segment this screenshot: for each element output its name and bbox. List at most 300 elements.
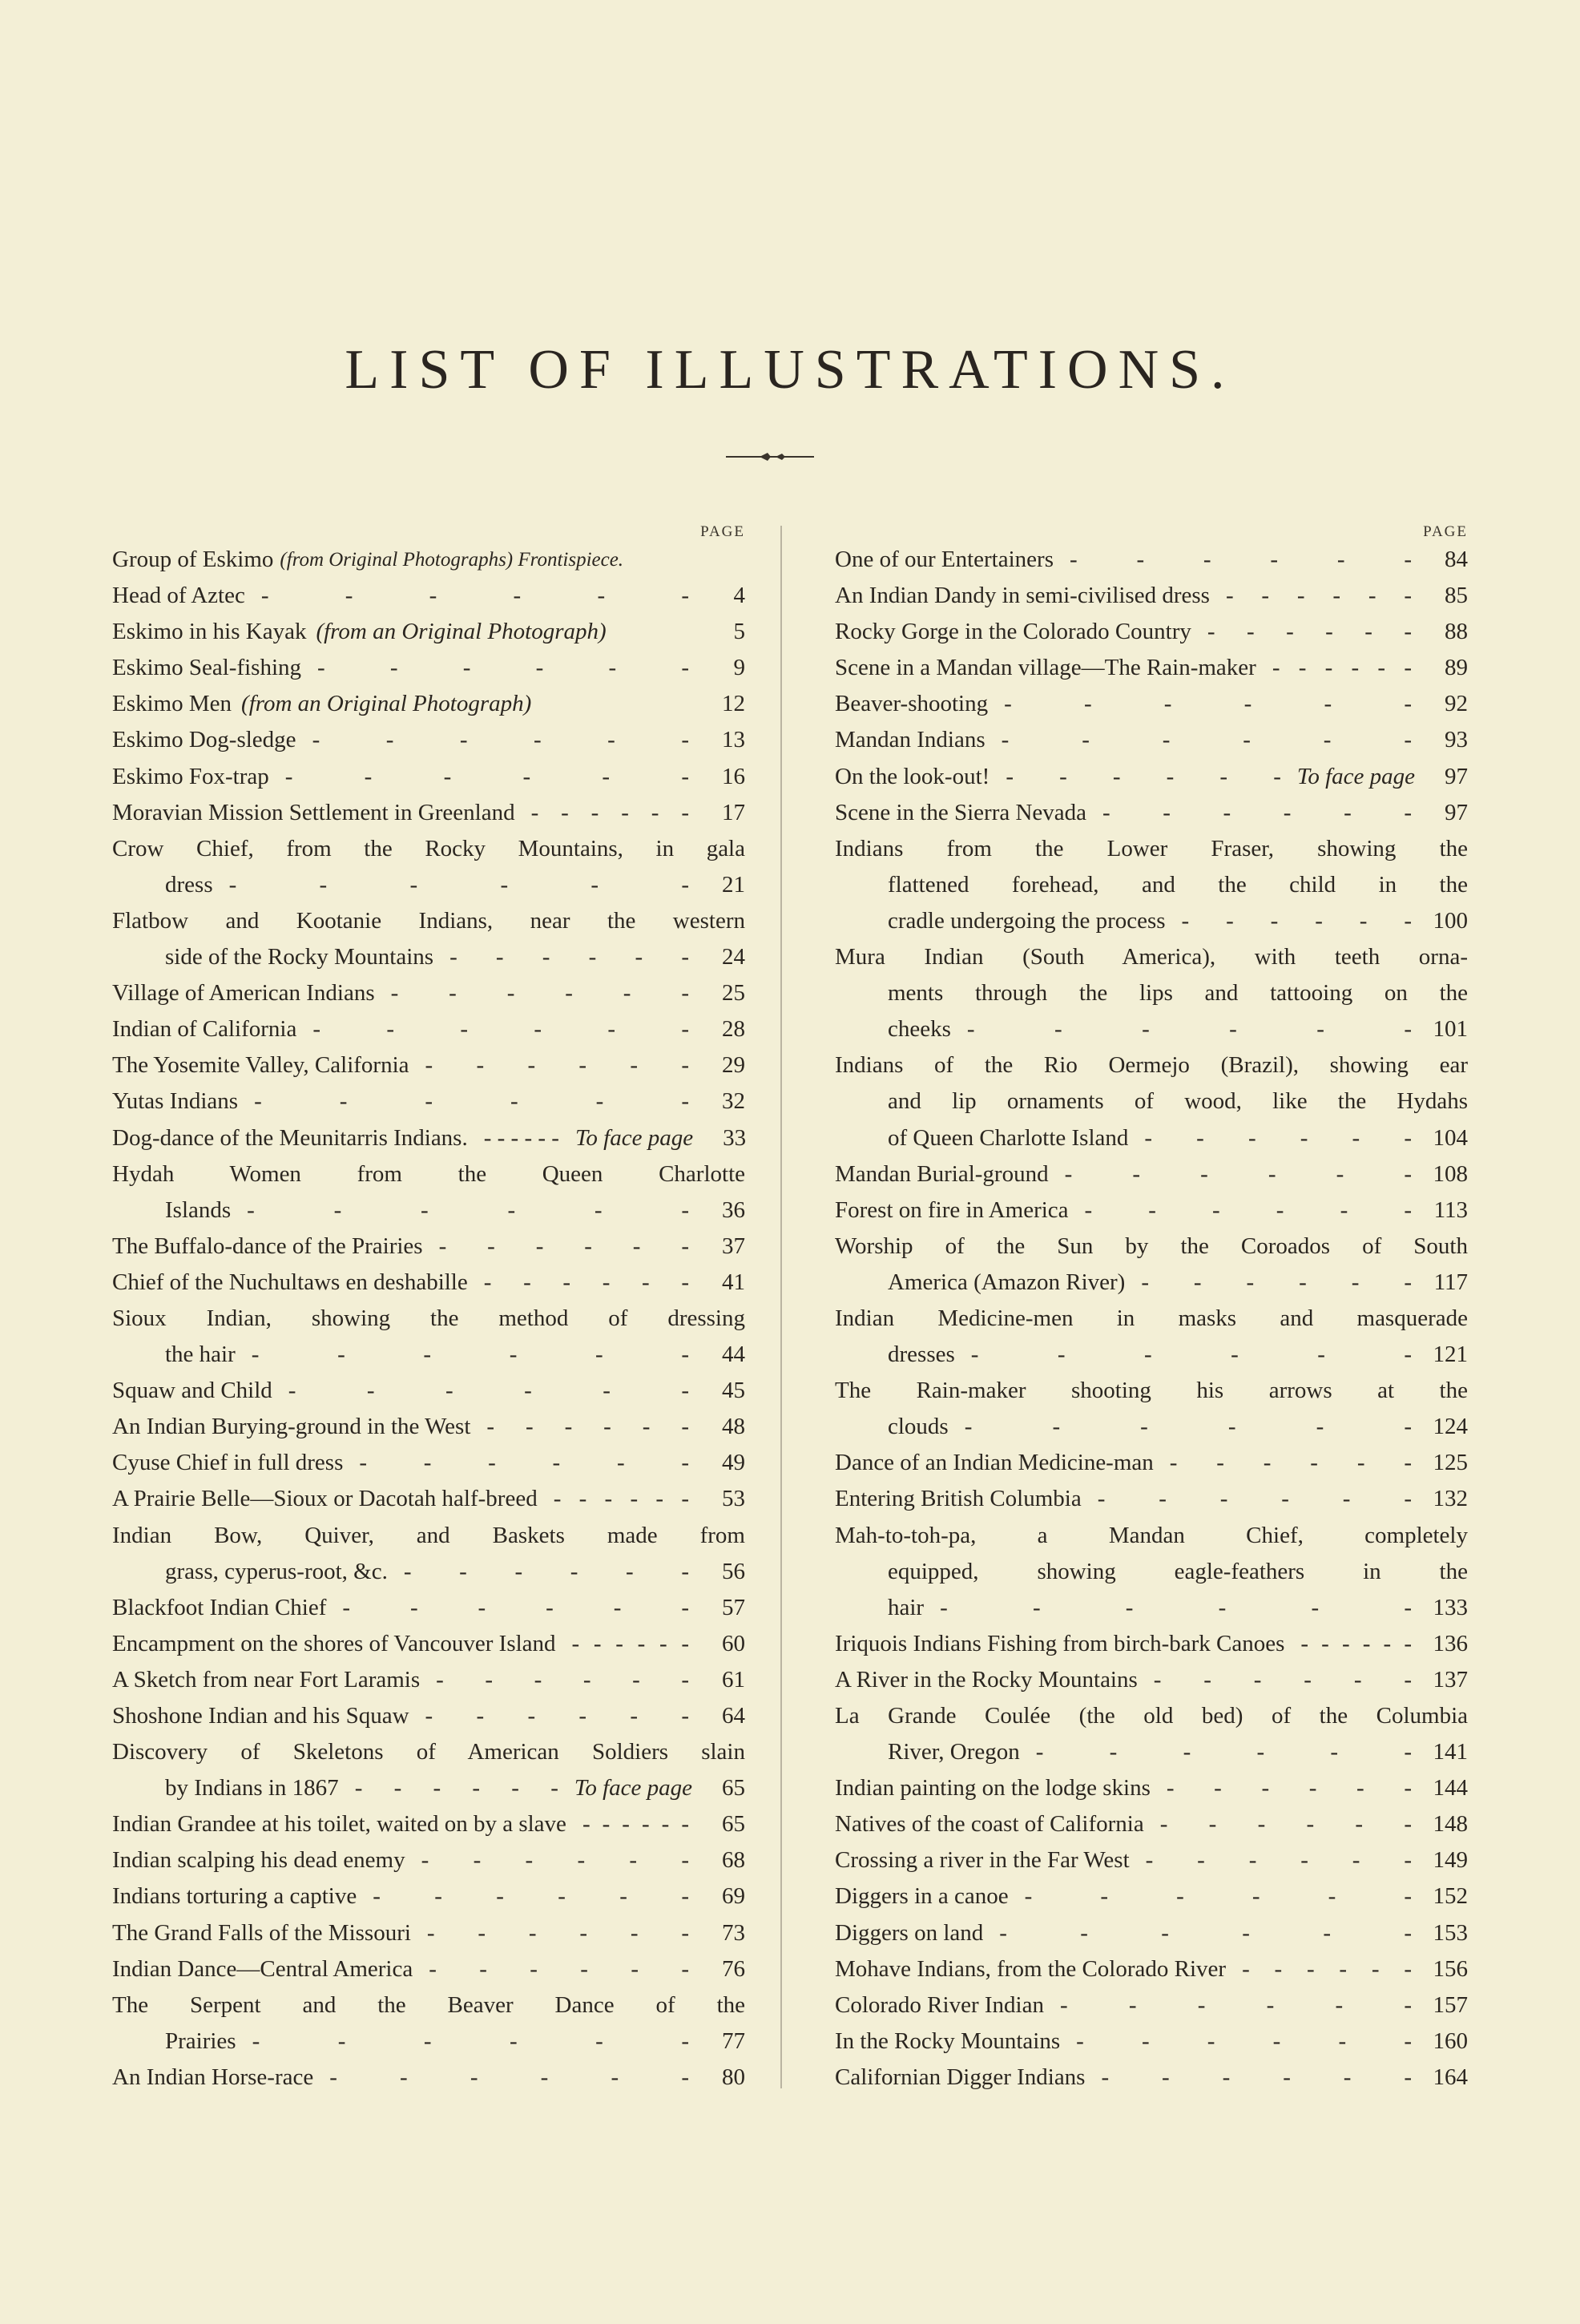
illustration-entry xyxy=(835,1481,1468,1517)
entry-title: side of the Rocky Mountains xyxy=(165,944,434,970)
entry-title: dress xyxy=(165,871,213,898)
entry-line xyxy=(835,975,1468,1011)
illustration-entry xyxy=(835,1301,1468,1373)
entry-title: by Indians in 1867 xyxy=(165,1775,339,1802)
illustration-entry xyxy=(112,1987,745,2060)
entry-line xyxy=(112,1518,745,1554)
entry-title: hair xyxy=(888,1594,925,1620)
illustration-entry xyxy=(835,831,1468,939)
entry-line xyxy=(835,1011,1468,1047)
entry-line xyxy=(835,1951,1468,1987)
entry-title: A Prairie Belle—Sioux or Dacotah half-breed xyxy=(112,1486,538,1512)
illustration-entry xyxy=(835,1951,1468,1987)
page-number: 125 xyxy=(1433,1450,1468,1476)
entry-title: La Grande Coulée (the old bed) of the Columbia xyxy=(835,1703,1468,1729)
leader-dashes: - - - - - - xyxy=(354,1775,558,1802)
page-number: 60 xyxy=(722,1630,745,1656)
illustration-entry xyxy=(112,1011,745,1047)
illustration-entry xyxy=(112,1445,745,1481)
leader-dashes: - - - - - - xyxy=(571,1630,689,1656)
entry-title: Chief of the Nuchultaws en deshabille xyxy=(112,1269,468,1295)
entry-note: (from Original Photographs) Frontispiece. xyxy=(280,549,624,571)
entry-line xyxy=(112,1120,745,1156)
page-number: 137 xyxy=(1433,1666,1468,1693)
illustration-entry xyxy=(112,1481,745,1517)
entry-title: clouds xyxy=(888,1414,949,1440)
entry-title: Indian Medicine-men in masks and masquerade xyxy=(835,1305,1468,1331)
entry-title: Crossing a river in the Far West xyxy=(835,1847,1130,1874)
entry-line xyxy=(112,722,745,758)
entry-line xyxy=(112,1301,745,1337)
entry-line xyxy=(112,1481,745,1517)
page-number: 44 xyxy=(722,1342,745,1368)
entry-line xyxy=(835,1842,1468,1878)
entry-line xyxy=(112,578,745,614)
leader-dashes: - - - - - - xyxy=(1169,1450,1412,1476)
entry-title: The Yosemite Valley, California xyxy=(112,1052,409,1079)
entry-line xyxy=(112,614,745,650)
illustration-entry xyxy=(112,1590,745,1626)
leader-dashes: - - - - - - xyxy=(1145,1847,1412,1874)
page-number: 68 xyxy=(722,1847,745,1874)
illustration-entry xyxy=(112,1951,745,1987)
leader-dashes: - - - - - - xyxy=(1004,691,1412,717)
entry-title: Eskimo Men xyxy=(112,691,232,717)
entry-title: Group of Eskimo xyxy=(112,547,274,572)
illustration-entry xyxy=(112,1156,745,1229)
entry-title: Mohave Indians, from the Colorado River xyxy=(835,1955,1227,1982)
illustration-entry xyxy=(112,1806,745,1842)
leader-dashes: - - - - - - xyxy=(247,1196,689,1223)
entry-title: A River in the Rocky Mountains xyxy=(835,1666,1138,1693)
entry-title: An Indian Horse-race xyxy=(112,2064,314,2090)
entry-title: In the Rocky Mountains xyxy=(835,2027,1061,2054)
leader-dashes: - - - - - - xyxy=(1102,799,1412,825)
leader-dashes: - - - - - - xyxy=(964,1414,1412,1440)
entry-line xyxy=(112,1878,745,1914)
entry-line xyxy=(835,1229,1468,1265)
entry-line xyxy=(112,1047,745,1083)
entry-line xyxy=(112,650,745,686)
entry-title: cradle undergoing the process xyxy=(888,907,1166,934)
leader-dashes: - - - - - - xyxy=(425,1703,689,1729)
entry-line xyxy=(835,578,1468,614)
entry-line xyxy=(835,1806,1468,1842)
entry-title: Mandan Indians xyxy=(835,727,985,753)
entry-line xyxy=(835,831,1468,867)
illustration-entry xyxy=(112,614,745,650)
page-number: 49 xyxy=(722,1450,745,1476)
entry-title: Scene in the Sierra Nevada xyxy=(835,799,1087,825)
illustration-entry xyxy=(835,1156,1468,1192)
entry-title: Mura Indian (South America), with teeth orna- xyxy=(835,944,1468,970)
page-number: 148 xyxy=(1433,1811,1468,1838)
illustration-entry xyxy=(835,1373,1468,1445)
leader-dashes: - - - - - - xyxy=(390,980,689,1007)
leader-dashes: - - - - - - xyxy=(1084,1196,1412,1223)
entry-line xyxy=(112,1915,745,1951)
illustration-entry xyxy=(835,1047,1468,1156)
page-number: 65 xyxy=(722,1811,745,1838)
page-number: 97 xyxy=(1445,763,1468,789)
entry-line xyxy=(835,939,1468,975)
entry-line xyxy=(835,686,1468,722)
entry-line xyxy=(112,1373,745,1409)
entry-title: Iriquois Indians Fishing from birch-bark Canoes xyxy=(835,1630,1285,1656)
page-number: 144 xyxy=(1433,1775,1468,1802)
entry-title: A Sketch from near Fort Laramis xyxy=(112,1666,421,1693)
page-number: 5 xyxy=(733,619,745,645)
entry-title: Crow Chief, from the Rocky Mountains, in gala xyxy=(112,835,745,861)
illustration-entry xyxy=(835,795,1468,831)
entry-title: Hydah Women from the Queen Charlotte xyxy=(112,1160,745,1187)
illustration-entry xyxy=(112,1120,745,1156)
entry-line xyxy=(835,1156,1468,1192)
leader-dashes: - - - - - - xyxy=(483,1269,689,1295)
leader-dashes: - - - - - - xyxy=(1076,2027,1412,2054)
entry-line xyxy=(835,1481,1468,1517)
entry-line xyxy=(112,1770,745,1806)
page-number: 29 xyxy=(722,1052,745,1079)
leader-dashes: - - - - - - xyxy=(449,944,689,970)
page-number: 9 xyxy=(733,655,745,681)
entry-line xyxy=(835,722,1468,758)
page-number: 133 xyxy=(1433,1594,1468,1620)
entry-line xyxy=(112,2060,745,2096)
entry-title: Eskimo Dog-sledge xyxy=(112,727,296,753)
page-number: 97 xyxy=(1445,799,1468,825)
illustration-entry xyxy=(835,542,1468,578)
illustration-entry xyxy=(835,1229,1468,1301)
leader-dashes: - - - - - - xyxy=(438,1233,689,1259)
page-number: 153 xyxy=(1433,1919,1468,1946)
page-number: 84 xyxy=(1445,547,1468,572)
entry-line xyxy=(112,1011,745,1047)
entry-title: Diggers in a canoe xyxy=(835,1883,1009,1910)
illustration-entry xyxy=(112,686,745,722)
entry-line xyxy=(112,903,745,939)
entry-title: Flatbow and Kootanie Indians, near the western xyxy=(112,907,745,934)
page-number: 69 xyxy=(722,1883,745,1910)
page-number: 164 xyxy=(1433,2064,1468,2090)
entry-line xyxy=(835,1120,1468,1156)
entry-line xyxy=(112,1842,745,1878)
entry-line xyxy=(835,542,1468,578)
illustration-entry xyxy=(835,686,1468,722)
leader-dashes: - - - - - - xyxy=(1166,1775,1412,1802)
page-number: 32 xyxy=(722,1088,745,1115)
entry-title: Prairies xyxy=(165,2027,236,2054)
entry-title: Indians torturing a captive xyxy=(112,1883,357,1910)
entry-line xyxy=(835,903,1468,939)
page-number: 152 xyxy=(1433,1883,1468,1910)
page-number: 64 xyxy=(722,1703,745,1729)
page-number: 141 xyxy=(1433,1739,1468,1765)
entry-line xyxy=(112,1083,745,1120)
illustration-entry xyxy=(112,1662,745,1698)
entry-title: flattened forehead, and the child in the xyxy=(888,871,1468,898)
entry-title: Eskimo in his Kayak xyxy=(112,619,307,645)
illustration-entry xyxy=(835,1987,1468,2023)
leader-dashes: - - - - - - xyxy=(1159,1811,1412,1838)
entry-title: Colorado River Indian xyxy=(835,1991,1044,2018)
leader-dashes: - - - - - - xyxy=(1035,1739,1412,1765)
entry-note: To face page xyxy=(1296,763,1415,789)
entry-line xyxy=(112,1662,745,1698)
entry-line xyxy=(835,1265,1468,1301)
page-number: 45 xyxy=(722,1378,745,1404)
entry-line xyxy=(835,1662,1468,1698)
page-number: 36 xyxy=(722,1196,745,1223)
illustration-entry xyxy=(112,2060,745,2096)
page-number: 37 xyxy=(722,1233,745,1259)
page-number: 160 xyxy=(1433,2027,1468,2054)
entry-title: Yutas Indians xyxy=(112,1088,239,1115)
entry-title: Islands xyxy=(165,1196,232,1223)
page-number: 101 xyxy=(1433,1016,1468,1043)
leader-dashes: - - - - - - xyxy=(483,1124,559,1151)
leader-dashes: - - - - - - xyxy=(425,1052,689,1079)
page-number: 113 xyxy=(1433,1196,1468,1223)
leader-dashes: - - - - - - xyxy=(426,1919,689,1946)
entry-line xyxy=(835,614,1468,650)
entry-line xyxy=(112,1445,745,1481)
leader-dashes: - - - - - - xyxy=(1242,1955,1412,1982)
page-number: 77 xyxy=(722,2027,745,2054)
entry-line xyxy=(112,1734,745,1770)
page-number: 85 xyxy=(1445,583,1468,609)
page-number: 124 xyxy=(1433,1414,1468,1440)
illustration-entry xyxy=(112,722,745,758)
leader-dashes: - - - - - - xyxy=(436,1666,689,1693)
leader-dashes: - - - - - - xyxy=(1097,1486,1412,1512)
illustration-entry xyxy=(112,578,745,614)
leader-dashes: - - - - - - xyxy=(970,1342,1412,1368)
entry-line xyxy=(112,1554,745,1590)
entry-title: Shoshone Indian and his Squaw xyxy=(112,1703,409,1729)
illustration-entry xyxy=(112,831,745,903)
illustration-entry xyxy=(112,1409,745,1445)
page-number: 108 xyxy=(1433,1160,1468,1187)
leader-dashes: - - - - - - xyxy=(1064,1160,1412,1187)
entry-line xyxy=(835,1878,1468,1914)
entry-title: Natives of the coast of California xyxy=(835,1811,1144,1838)
entry-line xyxy=(112,1192,745,1229)
illustration-entry xyxy=(835,1770,1468,1806)
page-number: 17 xyxy=(722,799,745,825)
entry-title: Indian Bow, Quiver, and Baskets made from xyxy=(112,1522,745,1548)
illustration-entry xyxy=(835,578,1468,614)
illustration-entry xyxy=(835,614,1468,650)
illustration-entry xyxy=(112,650,745,686)
illustration-entry xyxy=(835,1518,1468,1626)
entry-line xyxy=(835,1301,1468,1337)
leader-dashes: - - - - - - xyxy=(530,799,689,825)
entry-title: the hair xyxy=(165,1342,236,1368)
entry-line xyxy=(112,1590,745,1626)
illustration-entry xyxy=(835,759,1468,795)
entry-line xyxy=(112,2023,745,2060)
leader-dashes: - - - - - - xyxy=(582,1811,689,1838)
entry-line xyxy=(112,1698,745,1734)
entry-line xyxy=(835,1987,1468,2023)
entry-title: America (Amazon River) xyxy=(888,1269,1126,1295)
page-number: 53 xyxy=(722,1486,745,1512)
page-number: 24 xyxy=(722,944,745,970)
leader-dashes: - - - - - - xyxy=(1069,547,1412,572)
leader-dashes: - - - - - - xyxy=(312,727,689,753)
entry-title: Head of Aztec xyxy=(112,583,245,609)
entry-title: Moravian Mission Settlement in Greenland xyxy=(112,799,515,825)
leader-dashes: - - - - - - xyxy=(1300,1630,1412,1656)
entry-title: Encampment on the shores of Vancouver Island xyxy=(112,1630,556,1656)
leader-dashes: - - - - - - xyxy=(228,871,689,898)
page-number: 121 xyxy=(1433,1342,1468,1368)
entry-title: Scene in a Mandan village—The Rain-maker xyxy=(835,655,1256,681)
illustration-entry xyxy=(112,1373,745,1409)
entry-line xyxy=(835,1915,1468,1951)
entry-line xyxy=(112,1951,745,1987)
entry-title: Mah-to-toh-pa, a Mandan Chief, completely xyxy=(835,1522,1468,1548)
leader-dashes: - - - - - - xyxy=(1101,2064,1412,2090)
illustration-entry xyxy=(835,1445,1468,1481)
illustration-entry xyxy=(112,1265,745,1301)
page-column-heading: PAGE xyxy=(1423,523,1468,540)
ornament-divider-icon xyxy=(726,449,814,465)
illustration-entry xyxy=(112,759,745,795)
entry-title: Squaw and Child xyxy=(112,1378,272,1404)
entry-title: grass, cyperus-root, &c. xyxy=(165,1558,388,1584)
entry-line xyxy=(835,650,1468,686)
illustration-entry xyxy=(835,1662,1468,1698)
illustration-entry xyxy=(835,1878,1468,1914)
leader-dashes: - - - - - - xyxy=(1059,1991,1412,2018)
page-number: 41 xyxy=(722,1269,745,1295)
page-number: 21 xyxy=(722,871,745,898)
illustration-entry xyxy=(835,939,1468,1047)
entry-title: cheeks xyxy=(888,1016,951,1043)
illustration-entry xyxy=(835,2023,1468,2060)
illustration-entry xyxy=(835,1192,1468,1229)
entry-title: Indian of California xyxy=(112,1016,297,1043)
entry-title: The Rain-maker shooting his arrows at the xyxy=(835,1378,1468,1404)
illustration-entry xyxy=(112,1878,745,1914)
leader-dashes: - - - - - - xyxy=(1225,583,1412,609)
leader-dashes: - - - - - - xyxy=(940,1594,1412,1620)
page-number: 156 xyxy=(1433,1955,1468,1982)
leader-dashes: - - - - - - xyxy=(260,583,689,609)
entry-note: (from an Original Photograph) xyxy=(316,619,607,645)
leader-dashes: - - - - - - xyxy=(288,1378,689,1404)
page-number: 16 xyxy=(722,763,745,789)
illustration-entry xyxy=(835,1698,1468,1770)
illustration-entry xyxy=(112,542,745,578)
leader-dashes: - - - - - - xyxy=(1006,763,1281,789)
entry-line xyxy=(835,759,1468,795)
entry-line xyxy=(112,1409,745,1445)
entry-line xyxy=(835,2023,1468,2060)
leader-dashes: - - - - - - xyxy=(553,1486,689,1512)
entry-line xyxy=(112,795,745,831)
entry-title: An Indian Dandy in semi-civilised dress xyxy=(835,583,1210,609)
page-number: 61 xyxy=(722,1666,745,1693)
page-number: 12 xyxy=(722,691,745,717)
entry-title: dresses xyxy=(888,1342,955,1368)
entry-title: Indians from the Lower Fraser, showing the xyxy=(835,835,1468,861)
entry-title: River, Oregon xyxy=(888,1739,1020,1765)
page-number: 149 xyxy=(1433,1847,1468,1874)
entry-line xyxy=(835,1518,1468,1554)
leader-dashes: - - - - - - xyxy=(312,1016,689,1043)
entry-note: To face page xyxy=(574,1775,692,1802)
leader-dashes: - - - - - - xyxy=(252,2027,689,2054)
entry-line xyxy=(112,1229,745,1265)
page-number: 100 xyxy=(1433,907,1468,934)
page-number: 65 xyxy=(722,1775,745,1802)
page-number: 76 xyxy=(722,1955,745,1982)
illustration-entry xyxy=(112,975,745,1011)
leader-dashes: - - - - - - xyxy=(421,1847,689,1874)
illustration-entry xyxy=(835,722,1468,758)
leader-dashes: - - - - - - xyxy=(1207,619,1412,645)
leader-dashes: - - - - - - xyxy=(1141,1269,1412,1295)
entry-title: of Queen Charlotte Island xyxy=(888,1124,1129,1151)
entry-line xyxy=(835,1083,1468,1120)
entry-line xyxy=(112,1265,745,1301)
entry-line xyxy=(112,1337,745,1373)
entry-title: equipped, showing eagle-feathers in the xyxy=(888,1558,1468,1584)
leader-dashes: - - - - - - xyxy=(373,1883,689,1910)
entry-note: To face page xyxy=(574,1124,694,1151)
page-number: 89 xyxy=(1445,655,1468,681)
entry-line xyxy=(112,759,745,795)
illustration-entry xyxy=(112,1229,745,1265)
page-number: 73 xyxy=(722,1919,745,1946)
entry-line xyxy=(835,1626,1468,1662)
leader-dashes: - - - - - - xyxy=(284,763,689,789)
entry-title: Entering British Columbia xyxy=(835,1486,1082,1512)
page-number: 157 xyxy=(1433,1991,1468,2018)
entry-title: Indian Dance—Central America xyxy=(112,1955,413,1982)
entry-line xyxy=(835,1373,1468,1409)
entry-title: One of our Entertainers xyxy=(835,547,1054,572)
entry-title: Beaver-shooting xyxy=(835,691,989,717)
entry-title: Indian Grandee at his toilet, waited on by a slave xyxy=(112,1811,566,1838)
entry-title: and lip ornaments of wood, like the Hydahs xyxy=(888,1088,1468,1115)
illustration-entry xyxy=(112,1698,745,1734)
entry-title: On the look-out! xyxy=(835,763,990,789)
entry-title: Dance of an Indian Medicine-man xyxy=(835,1450,1154,1476)
page-number: 93 xyxy=(1445,727,1468,753)
illustration-entry xyxy=(112,1518,745,1590)
entry-line xyxy=(112,686,745,722)
entry-title: Diggers on land xyxy=(835,1919,984,1946)
illustration-entry xyxy=(835,1806,1468,1842)
entry-title: The Serpent and the Beaver Dance of the xyxy=(112,1991,745,2018)
leader-dashes: - - - - - - xyxy=(1272,655,1412,681)
illustration-entry xyxy=(112,1734,745,1806)
page-number: 136 xyxy=(1433,1630,1468,1656)
page-number: 48 xyxy=(722,1414,745,1440)
page-column-heading: PAGE xyxy=(700,523,745,540)
leader-dashes: - - - - - - xyxy=(359,1450,689,1476)
column-divider xyxy=(780,526,782,2088)
leader-dashes: - - - - - - xyxy=(999,1919,1412,1946)
entry-line xyxy=(835,1698,1468,1734)
leader-dashes: - - - - - - xyxy=(317,655,689,681)
leader-dashes: - - - - - - xyxy=(329,2064,689,2090)
page-number: 33 xyxy=(723,1124,747,1151)
